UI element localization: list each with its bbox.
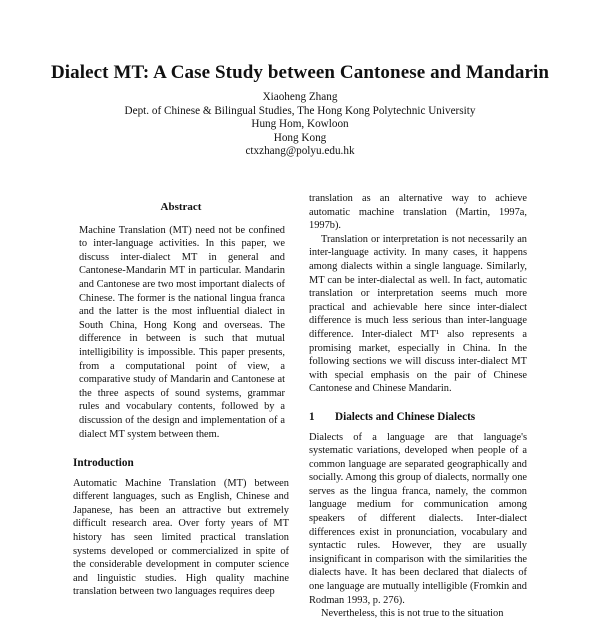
author-name: Xiaoheng Zhang	[262, 91, 338, 103]
abstract-heading: Abstract	[160, 201, 202, 213]
introduction-body: Automatic Machine Translation (MT) between different languages, such as English, Chinese and Japanese, has been an attractive but extremely difficult research area. Over forty years of MT history has seen limited practical translation systems developed or commercialized in spite of the considerable development in computer science and linguistic studies. High quality machine translation between two languages requires deep	[73, 477, 289, 598]
section-1-title: Dialects and Chinese Dialects	[335, 410, 476, 423]
abstract-body: Machine Translation (MT) need not be confined to inter-language activities. In this paper, we discuss inter-dialect MT in general and Cantonese-Mandarin MT in particular. Mandarin and Cantonese are two most important dialects of Chinese. The former is the national lingua franca and the latter is the most influential dialect in South China, Hong Kong and overseas. The difference in between is such that mutual intelligibility is impossible. This paper presents, from a computational point of view, a comparative study of Mandarin and Cantonese at the three aspects of sound systems, grammar rules and vocabulary contents, followed by a discussion of the design and implementation of a dialect MT system between them.	[79, 224, 285, 440]
right-column	[309, 192, 527, 621]
author-address-line-2: Hong Kong	[273, 131, 327, 144]
section-1-heading	[309, 411, 527, 425]
continuation-paragraph: translation as an alternative way to achieve automatic machine translation (Martin, 1997a, 1997b).	[309, 193, 527, 232]
section-1-number: 1	[309, 410, 315, 423]
author-affiliation: Dept. of Chinese & Bilingual Studies, The Hong Kong Polytechnic University	[124, 104, 476, 117]
author-block	[0, 91, 600, 159]
inter-dialect-paragraph: Translation or interpretation is not necessarily an inter-language activity. In many cases, it happens among dialects within a single language. Similarly, MT can be inter-dialectal as well. In fact, automatic translation or interpretation seems much more practical and achievable here since inter-dialect difference is much less serious than inter-language difference. Inter-dialect MT¹ also represents a promising market, especially in China. In the following sections we will discuss inter-dialect MT with special emphasis on the pair of Chinese Cantonese and Chinese Mandarin.	[309, 233, 527, 395]
paper-title: Dialect MT: A Case Study between Cantonese and Mandarin	[50, 62, 550, 83]
section-1-next-paragraph: Nevertheless, this is not true to the situation	[321, 608, 504, 620]
author-email: ctxzhang@polyu.edu.hk	[245, 145, 355, 157]
section-1-body: Dialects of a language are that language's systematic variations, developed when people of a common language are separated geographically and socially. Among this group of dialects, normally one serves as the lingua franca, namely, the common language medium for communication among speakers of different dialects. Inter-dialect differences exist in pronunciation, vocabulary and syntactic rules. However, they are usually insignificant in comparison with the similarities the dialects have. It has been declared that dialects of one language are mutually intelligible (Fromkin and Rodman 1993, p. 276).	[309, 431, 527, 606]
left-column	[73, 201, 289, 599]
introduction-heading: Introduction	[73, 457, 134, 470]
author-address-line-1: Hung Hom, Kowloon	[251, 118, 349, 130]
